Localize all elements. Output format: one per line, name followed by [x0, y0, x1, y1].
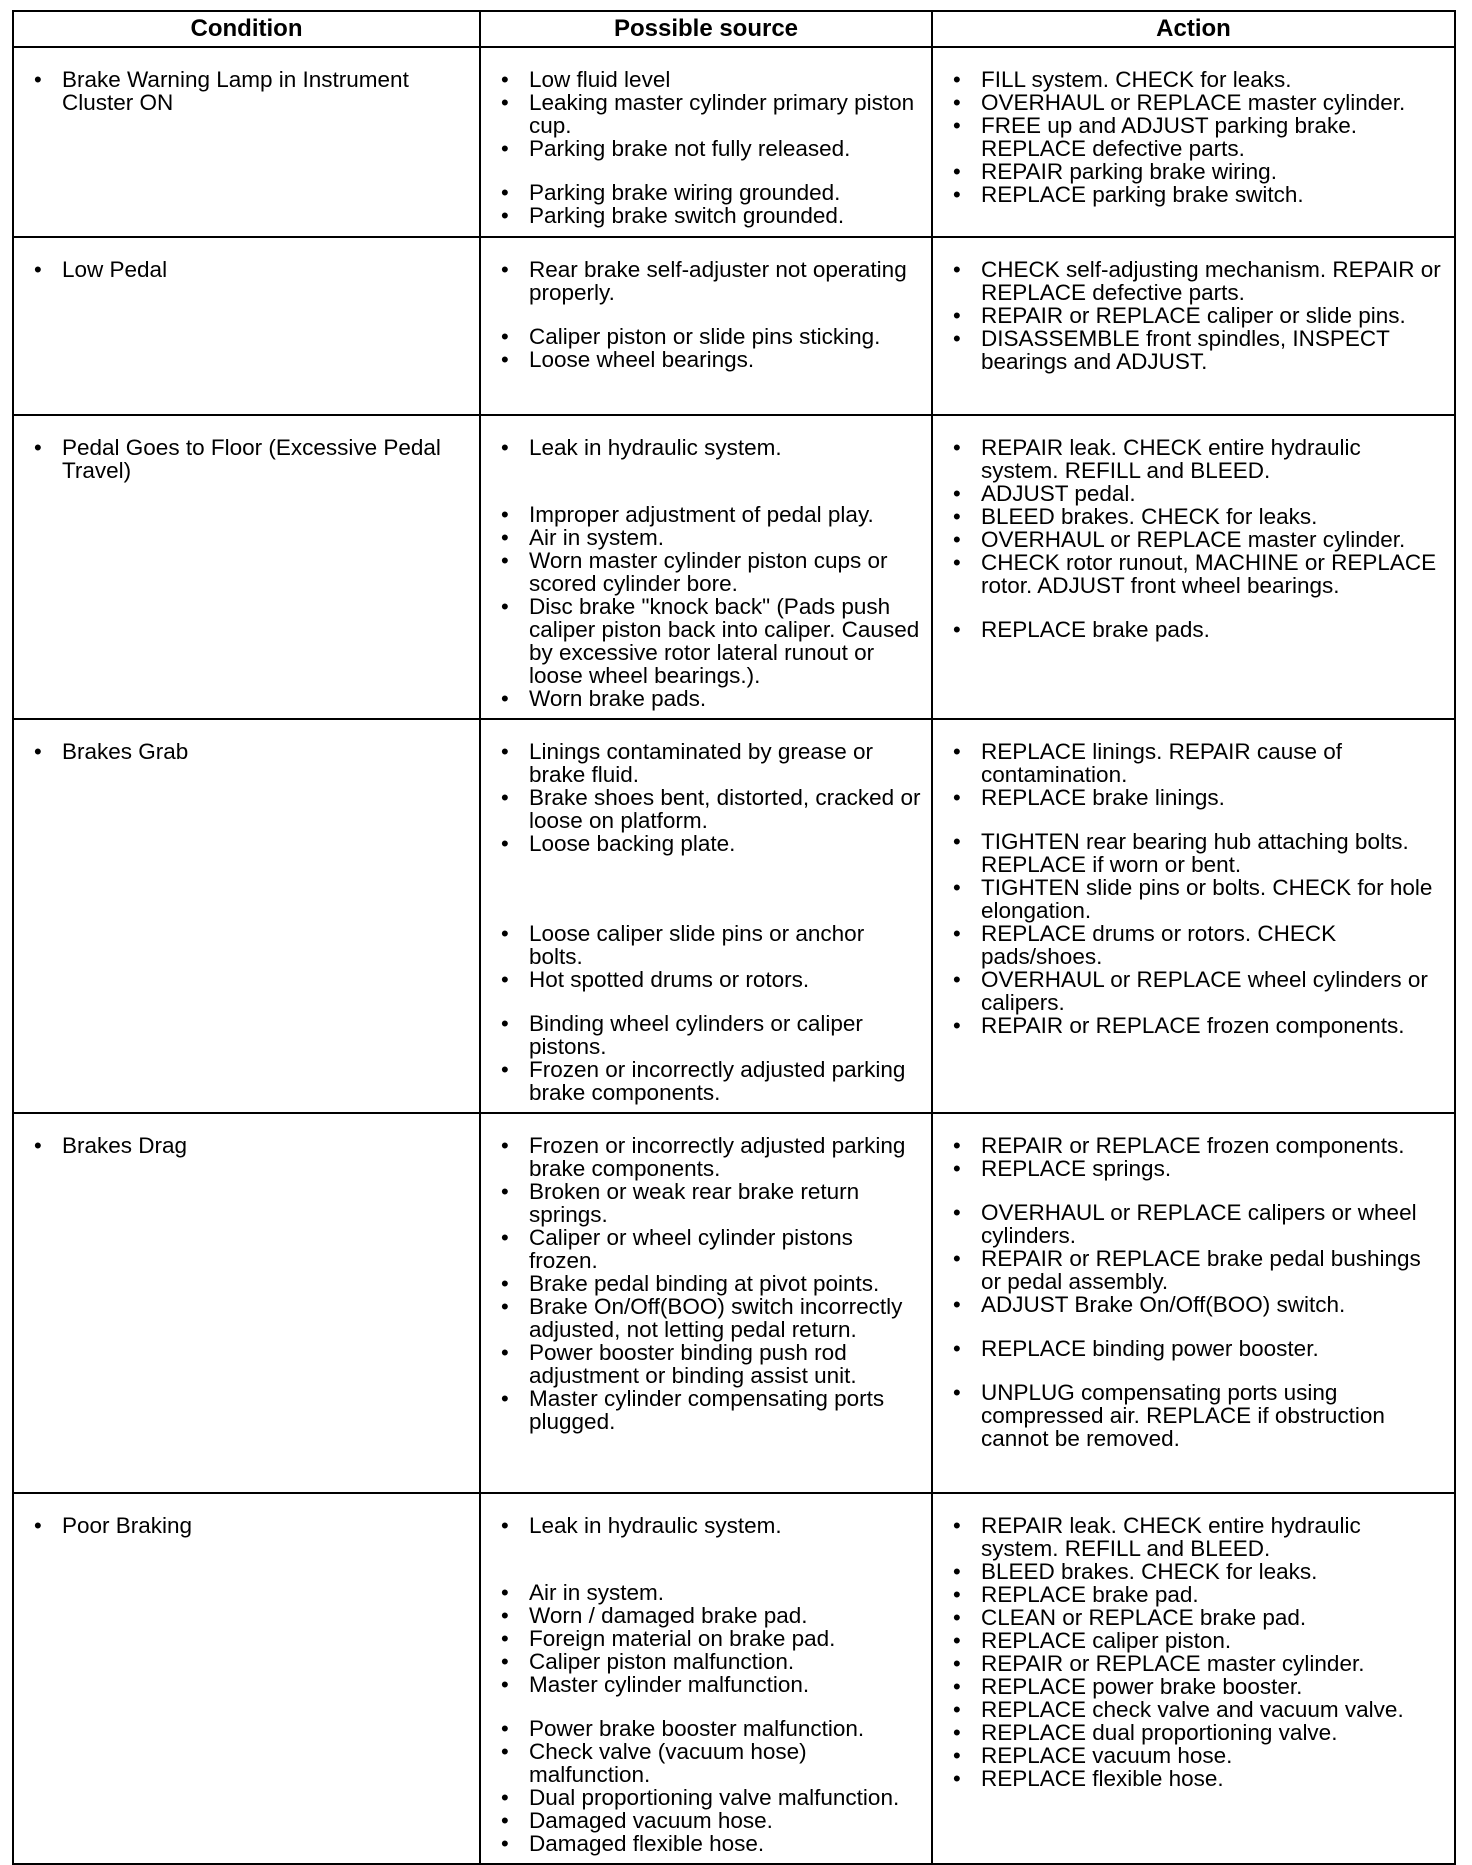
bullet-icon: •	[953, 550, 961, 575]
list-item: Brake pedal binding at pivot points.	[529, 1271, 880, 1296]
list-item: Improper adjustment of pedal play.	[529, 502, 874, 527]
source-cell	[480, 1493, 932, 1864]
bullet-icon: •	[501, 686, 509, 711]
list-item: UNPLUG compensating ports using compressed air. REPLACE if obstruction cannot be removed.	[981, 1380, 1385, 1451]
list-item: OVERHAUL or REPLACE calipers or wheel cylinders.	[981, 1200, 1417, 1248]
list-item: BLEED brakes. CHECK for leaks.	[981, 504, 1318, 529]
list-item: Loose backing plate.	[529, 831, 736, 856]
list-item: REPAIR leak. CHECK entire hydraulic system. REFILL and BLEED.	[981, 435, 1361, 483]
list-item: REPLACE binding power booster.	[981, 1336, 1319, 1361]
bullet-icon: •	[501, 1133, 509, 1158]
list-item: REPAIR or REPLACE master cylinder.	[981, 1651, 1365, 1676]
bullet-icon: •	[501, 1294, 509, 1319]
condition-text: Pedal Goes to Floor (Excessive Pedal Travel)	[62, 435, 441, 483]
list-item: Disc brake "knock back" (Pads push caliper piston back into caliper. Caused by excessive rotor lateral runout or loose wheel bearings.).	[529, 594, 920, 688]
bullet-icon: •	[953, 303, 961, 328]
list-item: Frozen or incorrectly adjusted parking brake components.	[529, 1133, 906, 1181]
bullet-icon: •	[953, 1720, 961, 1745]
bullet-icon: •	[501, 1271, 509, 1296]
list-item: ADJUST Brake On/Off(BOO) switch.	[981, 1292, 1346, 1317]
bullet-icon: •	[953, 326, 961, 351]
bullet-icon: •	[501, 1672, 509, 1697]
action-cell	[932, 237, 1455, 415]
list-item: Caliper piston malfunction.	[529, 1649, 795, 1674]
bullet-icon: •	[501, 1785, 509, 1810]
header-row	[13, 11, 1455, 47]
table-row	[13, 1493, 1455, 1864]
list-item: Leak in hydraulic system.	[529, 1513, 782, 1538]
bullet-icon: •	[953, 739, 961, 764]
list-item: Parking brake switch grounded.	[529, 203, 845, 228]
bullet-icon: •	[953, 875, 961, 900]
bullet-icon: •	[953, 435, 961, 460]
bullet-icon: •	[501, 257, 509, 282]
bullet-icon: •	[953, 1336, 961, 1361]
list-item: REPLACE brake pads.	[981, 617, 1210, 642]
bullet-icon: •	[953, 1013, 961, 1038]
condition-text: Brakes Drag	[62, 1133, 188, 1158]
bullet-icon: •	[501, 739, 509, 764]
bullet-icon: •	[953, 617, 961, 642]
condition-cell	[13, 415, 480, 719]
bullet-icon: •	[501, 1603, 509, 1628]
source-cell	[480, 719, 932, 1113]
bullet-icon: •	[34, 67, 42, 92]
list-item: Parking brake wiring grounded.	[529, 180, 841, 205]
bullet-icon: •	[953, 1766, 961, 1791]
bullet-icon: •	[501, 594, 509, 619]
action-cell	[932, 719, 1455, 1113]
bullet-icon: •	[501, 435, 509, 460]
list-item: Check valve (vacuum hose) malfunction.	[529, 1739, 807, 1787]
condition-text: Brakes Grab	[62, 739, 189, 764]
diagnosis-table	[12, 10, 1456, 1865]
list-item: Worn master cylinder piston cups or scored cylinder bore.	[529, 548, 888, 596]
bullet-icon: •	[501, 136, 509, 161]
list-item: Linings contaminated by grease or brake fluid.	[529, 739, 873, 787]
list-item: Frozen or incorrectly adjusted parking brake components.	[529, 1057, 906, 1105]
condition-cell	[13, 1493, 480, 1864]
bullet-icon: •	[501, 1716, 509, 1741]
bullet-icon: •	[501, 1739, 509, 1764]
bullet-icon: •	[501, 203, 509, 228]
bullet-icon: •	[953, 1743, 961, 1768]
bullet-icon: •	[953, 1651, 961, 1676]
list-item: OVERHAUL or REPLACE master cylinder.	[981, 527, 1406, 552]
list-item: REPLACE drums or rotors. CHECK pads/shoes.	[981, 921, 1337, 969]
bullet-icon: •	[953, 159, 961, 184]
list-item: REPLACE power brake booster.	[981, 1674, 1303, 1699]
condition-cell	[13, 1113, 480, 1493]
bullet-icon: •	[953, 257, 961, 282]
bullet-icon: •	[501, 347, 509, 372]
source-cell	[480, 415, 932, 719]
bullet-icon: •	[953, 785, 961, 810]
list-item: REPLACE flexible hose.	[981, 1766, 1224, 1791]
source-cell	[480, 237, 932, 415]
bullet-icon: •	[501, 1649, 509, 1674]
list-item: REPLACE caliper piston.	[981, 1628, 1232, 1653]
list-item: Low fluid level	[529, 67, 671, 92]
bullet-icon: •	[34, 1133, 42, 1158]
list-item: TIGHTEN slide pins or bolts. CHECK for hole elongation.	[981, 875, 1433, 923]
header-condition: Condition	[13, 11, 480, 47]
header-possible-source: Possible source	[480, 11, 932, 47]
list-item: REPLACE dual proportioning valve.	[981, 1720, 1338, 1745]
list-item: Parking brake not fully released.	[529, 136, 851, 161]
condition-cell	[13, 237, 480, 415]
table-row	[13, 237, 1455, 415]
bullet-icon: •	[953, 67, 961, 92]
list-item: CHECK self-adjusting mechanism. REPAIR or REPLACE defective parts.	[981, 257, 1441, 305]
bullet-icon: •	[953, 1156, 961, 1181]
list-item: Worn / damaged brake pad.	[529, 1603, 808, 1628]
bullet-icon: •	[501, 1179, 509, 1204]
list-item: Damaged vacuum hose.	[529, 1808, 773, 1833]
bullet-icon: •	[501, 785, 509, 810]
list-item: Damaged flexible hose.	[529, 1831, 765, 1856]
bullet-icon: •	[501, 1831, 509, 1856]
action-cell	[932, 1113, 1455, 1493]
list-item: Broken or weak rear brake return springs.	[529, 1179, 860, 1227]
list-item: Caliper piston or slide pins sticking.	[529, 324, 881, 349]
bullet-icon: •	[953, 967, 961, 992]
list-item: Air in system.	[529, 1580, 665, 1605]
bullet-icon: •	[953, 921, 961, 946]
list-item: FREE up and ADJUST parking brake. REPLACE defective parts.	[981, 113, 1358, 161]
bullet-icon: •	[953, 1697, 961, 1722]
list-item: REPLACE springs.	[981, 1156, 1172, 1181]
bullet-icon: •	[953, 1292, 961, 1317]
header-action: Action	[932, 11, 1455, 47]
list-item: REPLACE parking brake switch.	[981, 182, 1304, 207]
list-item: Leak in hydraulic system.	[529, 435, 782, 460]
bullet-icon: •	[501, 831, 509, 856]
action-cell	[932, 415, 1455, 719]
list-item: REPAIR or REPLACE brake pedal bushings or pedal assembly.	[981, 1246, 1421, 1294]
bullet-icon: •	[501, 324, 509, 349]
list-item: REPAIR or REPLACE frozen components.	[981, 1013, 1405, 1038]
bullet-icon: •	[953, 113, 961, 138]
bullet-icon: •	[953, 829, 961, 854]
bullet-icon: •	[953, 1513, 961, 1538]
list-item: REPAIR or REPLACE frozen components.	[981, 1133, 1405, 1158]
list-item: Dual proportioning valve malfunction.	[529, 1785, 900, 1810]
condition-text: Poor Braking	[62, 1513, 193, 1538]
list-item: Rear brake self-adjuster not operating properly.	[529, 257, 907, 305]
bullet-icon: •	[953, 504, 961, 529]
list-item: REPAIR or REPLACE caliper or slide pins.	[981, 303, 1406, 328]
source-cell	[480, 1113, 932, 1493]
bullet-icon: •	[501, 1513, 509, 1538]
list-item: Loose caliper slide pins or anchor bolts.	[529, 921, 865, 969]
bullet-icon: •	[953, 1559, 961, 1584]
list-item: Leaking master cylinder primary piston cup.	[529, 90, 915, 138]
list-item: Caliper or wheel cylinder pistons frozen.	[529, 1225, 853, 1273]
list-item: Power booster binding push rod adjustment or binding assist unit.	[529, 1340, 857, 1388]
list-item: OVERHAUL or REPLACE wheel cylinders or calipers.	[981, 967, 1428, 1015]
troubleshooting-page	[12, 10, 1454, 1856]
bullet-icon: •	[501, 1626, 509, 1651]
bullet-icon: •	[501, 1225, 509, 1250]
list-item: ADJUST pedal.	[981, 481, 1136, 506]
bullet-icon: •	[953, 1380, 961, 1405]
bullet-icon: •	[953, 90, 961, 115]
list-item: Binding wheel cylinders or caliper pistons.	[529, 1011, 863, 1059]
list-item: BLEED brakes. CHECK for leaks.	[981, 1559, 1318, 1584]
bullet-icon: •	[501, 1808, 509, 1833]
bullet-icon: •	[953, 1628, 961, 1653]
list-item: Brake shoes bent, distorted, cracked or loose on platform.	[529, 785, 921, 833]
condition-cell	[13, 47, 480, 237]
list-item: Worn brake pads.	[529, 686, 707, 711]
bullet-icon: •	[953, 1582, 961, 1607]
list-item: REPLACE vacuum hose.	[981, 1743, 1233, 1768]
bullet-icon: •	[501, 921, 509, 946]
list-item: REPLACE brake pad.	[981, 1582, 1199, 1607]
table-row	[13, 1113, 1455, 1493]
bullet-icon: •	[501, 180, 509, 205]
condition-text: Low Pedal	[62, 257, 168, 282]
list-item: Loose wheel bearings.	[529, 347, 755, 372]
list-item: CHECK rotor runout, MACHINE or REPLACE rotor. ADJUST front wheel bearings.	[981, 550, 1437, 598]
bullet-icon: •	[34, 257, 42, 282]
bullet-icon: •	[953, 1674, 961, 1699]
list-item: Brake On/Off(BOO) switch incorrectly adjusted, not letting pedal return.	[529, 1294, 903, 1342]
bullet-icon: •	[953, 182, 961, 207]
bullet-icon: •	[953, 1246, 961, 1271]
bullet-icon: •	[501, 502, 509, 527]
bullet-icon: •	[34, 739, 42, 764]
list-item: Power brake booster malfunction.	[529, 1716, 865, 1741]
bullet-icon: •	[953, 481, 961, 506]
source-cell	[480, 47, 932, 237]
bullet-icon: •	[501, 1340, 509, 1365]
action-cell	[932, 1493, 1455, 1864]
bullet-icon: •	[501, 90, 509, 115]
bullet-icon: •	[953, 1200, 961, 1225]
list-item: Air in system.	[529, 525, 665, 550]
list-item: REPAIR parking brake wiring.	[981, 159, 1277, 184]
list-item: REPAIR leak. CHECK entire hydraulic system. REFILL and BLEED.	[981, 1513, 1361, 1561]
table-row	[13, 719, 1455, 1113]
bullet-icon: •	[501, 1057, 509, 1082]
bullet-icon: •	[953, 1133, 961, 1158]
bullet-icon: •	[34, 435, 42, 460]
list-item: REPLACE linings. REPAIR cause of contamination.	[981, 739, 1342, 787]
bullet-icon: •	[501, 967, 509, 992]
condition-text: Brake Warning Lamp in Instrument Cluster ON	[62, 67, 409, 115]
list-item: REPLACE brake linings.	[981, 785, 1225, 810]
list-item: TIGHTEN rear bearing hub attaching bolts. REPLACE if worn or bent.	[981, 829, 1409, 877]
table-row	[13, 47, 1455, 237]
list-item: Foreign material on brake pad.	[529, 1626, 836, 1651]
bullet-icon: •	[501, 1580, 509, 1605]
list-item: FILL system. CHECK for leaks.	[981, 67, 1292, 92]
list-item: DISASSEMBLE front spindles, INSPECT bearings and ADJUST.	[981, 326, 1390, 374]
bullet-icon: •	[501, 525, 509, 550]
list-item: Master cylinder malfunction.	[529, 1672, 810, 1697]
table-row	[13, 415, 1455, 719]
list-item: Master cylinder compensating ports plugged.	[529, 1386, 885, 1434]
bullet-icon: •	[501, 1011, 509, 1036]
bullet-icon: •	[34, 1513, 42, 1538]
bullet-icon: •	[953, 527, 961, 552]
bullet-icon: •	[501, 1386, 509, 1411]
list-item: Hot spotted drums or rotors.	[529, 967, 810, 992]
bullet-icon: •	[953, 1605, 961, 1630]
list-item: CLEAN or REPLACE brake pad.	[981, 1605, 1307, 1630]
bullet-icon: •	[501, 67, 509, 92]
action-cell	[932, 47, 1455, 237]
condition-cell	[13, 719, 480, 1113]
list-item: REPLACE check valve and vacuum valve.	[981, 1697, 1404, 1722]
bullet-icon: •	[501, 548, 509, 573]
list-item: OVERHAUL or REPLACE master cylinder.	[981, 90, 1406, 115]
